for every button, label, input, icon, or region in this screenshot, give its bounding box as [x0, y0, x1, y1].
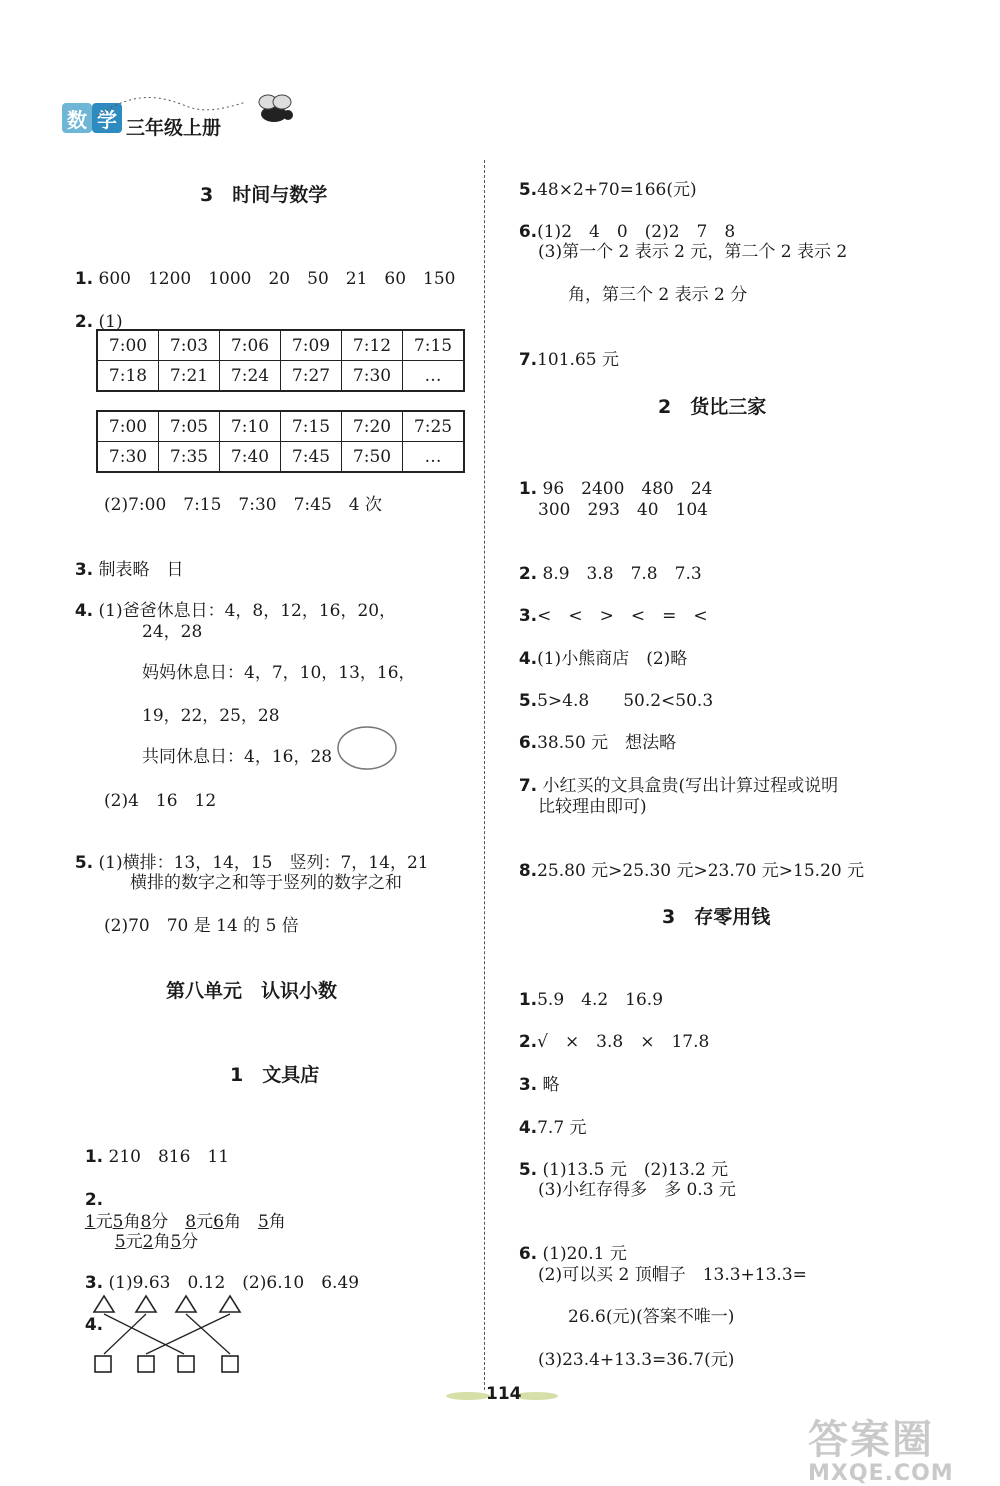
q-num: 5. [518, 691, 538, 711]
q-num: 5. [518, 1160, 538, 1180]
left-q2-part2: (2)7:00 7:15 7:30 7:45 4 次 [104, 495, 383, 515]
q-num: 4. [84, 1315, 104, 1335]
right-t1 [508, 967, 663, 1011]
unit-char: 元 [125, 1232, 143, 1252]
right-s2 [508, 541, 702, 585]
triangle-icon [220, 1296, 240, 1312]
match-line [104, 1314, 146, 1354]
table-cell: 7:50 [342, 442, 403, 473]
q-text: (1)横排：13，14，15 竖列：7，14，21 [98, 853, 429, 873]
square-icon [95, 1356, 111, 1372]
unit-char: 分 [151, 1212, 186, 1232]
right-s7 [508, 753, 838, 797]
unit-char: 元 [95, 1212, 113, 1232]
time-table-1 [96, 329, 465, 392]
left-u1 [74, 1124, 229, 1168]
right-s1 [508, 456, 713, 500]
q-num: 1. [74, 269, 94, 289]
table-cell: 7:09 [281, 330, 342, 361]
page-number-leaf-left [446, 1392, 490, 1400]
triangle-icon [136, 1296, 156, 1312]
table-cell: 7:21 [159, 361, 220, 392]
q-text: (1)爸爸休息日：4，8，12，16，20， [98, 601, 397, 621]
grade-label: 三年级上册 [126, 117, 222, 139]
square-icon [222, 1356, 238, 1372]
section-title-savings: 3 存零用钱 [662, 906, 771, 928]
q-num: 1. [518, 479, 538, 499]
q-text: 96 2400 480 24 [542, 479, 713, 499]
q-text: (1)2 4 0 (2)2 7 8 [537, 222, 736, 242]
q-text: 25.80 元>25.30 元>23.70 元>15.20 元 [537, 861, 865, 881]
table-cell: 7:20 [342, 411, 403, 442]
triangle-icon [94, 1296, 114, 1312]
right-t5-line2: (3)小红存得多 多 0.3 元 [538, 1180, 736, 1200]
q-num: 6. [518, 222, 538, 242]
matching-diagram [90, 1290, 250, 1380]
q-text: 600 1200 1000 20 50 21 60 150 [98, 269, 456, 289]
unit-char: 角 [123, 1212, 141, 1232]
left-q5 [64, 830, 429, 874]
left-q4 [64, 578, 396, 622]
unit-title: 第八单元 认识小数 [166, 980, 338, 1002]
q-text: 38.50 元 想法略 [537, 733, 677, 753]
q-num: 3. [518, 1075, 538, 1095]
q-num: 2. [518, 1032, 538, 1052]
q-num: 5. [518, 180, 538, 200]
q-text: 5.9 4.2 16.9 [537, 990, 664, 1010]
page-number: 114 [486, 1384, 522, 1404]
right-t2 [508, 1009, 709, 1053]
left-q1 [64, 246, 455, 290]
q-text: 48×2+70=166(元) [537, 180, 697, 200]
right-t3 [508, 1052, 560, 1096]
match-line [186, 1314, 230, 1354]
q-text: (1)20.1 元 [542, 1244, 627, 1264]
square-icon [138, 1356, 154, 1372]
logo-char-1: 数 [62, 103, 92, 133]
right-t6-line2: (2)可以买 2 顶帽子 13.3+13.3= [538, 1265, 807, 1285]
q-num: 1. [518, 990, 538, 1010]
right-s4 [508, 626, 687, 670]
watermark-url: MXQE.COM [808, 1461, 954, 1486]
q-text: 8.9 3.8 7.8 7.3 [542, 564, 702, 584]
right-s1-line2: 300 293 40 104 [538, 500, 708, 520]
right-r6 [508, 199, 735, 243]
q-text: < < > < = < [537, 606, 708, 626]
digit-underlined: 6 [213, 1212, 224, 1232]
watermark [808, 1408, 954, 1486]
reviewer-stamp-icon [336, 724, 398, 772]
right-r6-line3: 角，第三个 2 表示 2 分 [568, 285, 748, 305]
q-num: 8. [518, 861, 538, 881]
left-q4-line5: 共同休息日：4，16，28 [142, 747, 333, 767]
table-cell: 7:45 [281, 442, 342, 473]
digit-underlined: 2 [142, 1232, 154, 1252]
table-cell: 7:06 [220, 330, 281, 361]
right-t6 [508, 1221, 627, 1265]
table-cell: 7:30 [342, 361, 403, 392]
logo-char-2: 学 [92, 103, 122, 133]
q-num: 2. [74, 312, 94, 332]
q-text: 小红买的文具盒贵(写出计算过程或说明 [542, 776, 839, 796]
unit-char: 分 [181, 1232, 199, 1252]
table-cell: 7:15 [403, 330, 465, 361]
q-num: 7. [518, 776, 538, 796]
q-num: 3. [518, 606, 538, 626]
digit-underlined: 5 [257, 1212, 269, 1232]
left-q4-line4: 19，22，25，28 [142, 706, 280, 726]
q-num: 7. [518, 350, 538, 370]
q-text: (1) [98, 312, 123, 332]
table-cell: 7:24 [220, 361, 281, 392]
right-s8 [508, 838, 864, 882]
q-num: 5. [74, 853, 94, 873]
right-s6 [508, 710, 676, 754]
q-text: (1)13.5 元 (2)13.2 元 [542, 1160, 729, 1180]
table-cell: 7:10 [220, 411, 281, 442]
right-s5 [508, 668, 713, 712]
left-q4-line2: 24，28 [142, 622, 203, 642]
right-t6-line4: (3)23.4+13.3=36.7(元) [538, 1350, 735, 1370]
unit-char: 元 [196, 1212, 214, 1232]
table-cell: 7:18 [97, 361, 159, 392]
digit-underlined: 5 [170, 1232, 182, 1252]
unit-char: 角 [153, 1232, 171, 1252]
right-r7 [508, 327, 619, 371]
right-t6-line3: 26.6(元)(答案不唯一) [568, 1307, 735, 1327]
column-divider [484, 160, 485, 1390]
table-cell: 7:27 [281, 361, 342, 392]
table-cell: … [403, 442, 465, 473]
q-text: 略 [542, 1075, 560, 1095]
right-s3 [508, 583, 708, 627]
q-num: 4. [74, 601, 94, 621]
section-title-time-math: 3 时间与数学 [200, 184, 328, 206]
watermark-logo-text: 答案圈 [808, 1417, 934, 1463]
table-cell: 7:30 [97, 442, 159, 473]
left-q3 [64, 537, 184, 581]
q-text: (1)小熊商店 (2)略 [537, 649, 688, 669]
section-title-stationery: 1 文具店 [230, 1064, 320, 1086]
q-num: 2. [84, 1190, 104, 1210]
table-cell: 7:03 [159, 330, 220, 361]
q-text: (1)9.63 0.12 (2)6.10 6.49 [108, 1273, 360, 1293]
table-cell: 7:25 [403, 411, 465, 442]
table-cell: 7:00 [97, 411, 159, 442]
table-cell: 7:40 [220, 442, 281, 473]
right-r5 [508, 157, 697, 201]
triangle-icon [176, 1296, 196, 1312]
table-row [97, 361, 464, 392]
table-cell: 7:12 [342, 330, 403, 361]
right-r6-line2: (3)第一个 2 表示 2 元，第二个 2 表示 2 [538, 242, 848, 262]
table-cell: 7:05 [159, 411, 220, 442]
q-num: 4. [518, 649, 538, 669]
left-u2-line2 [104, 1209, 198, 1253]
q-num: 2. [518, 564, 538, 584]
table-row [97, 330, 464, 361]
q-num: 3. [84, 1273, 104, 1293]
table-row [97, 442, 464, 473]
right-t5 [508, 1137, 728, 1181]
right-t4 [508, 1095, 587, 1139]
digit-underlined: 8 [140, 1212, 152, 1232]
left-u3 [74, 1250, 359, 1294]
q-num: 3. [74, 560, 94, 580]
match-line [104, 1314, 184, 1354]
q-text: 制表略 日 [98, 560, 184, 580]
table-row [97, 411, 464, 442]
table-cell: 7:15 [281, 411, 342, 442]
left-q5-line3: (2)70 70 是 14 的 5 倍 [104, 916, 299, 936]
unit-char: 角 [268, 1212, 286, 1232]
q-text: √ × 3.8 × 17.8 [537, 1032, 710, 1052]
q-text: 210 816 11 [108, 1147, 230, 1167]
digit-underlined: 8 [185, 1212, 197, 1232]
square-icon [178, 1356, 194, 1372]
time-table-2 [96, 410, 465, 473]
digit-underlined: 1 [84, 1212, 96, 1232]
digit-underlined: 5 [112, 1212, 124, 1232]
table-cell: … [403, 361, 465, 392]
right-s7-line2: 比较理由即可) [538, 797, 647, 817]
left-q4-part2: (2)4 16 12 [104, 791, 217, 811]
section-title-compare-shops: 2 货比三家 [658, 396, 767, 418]
q-num: 4. [518, 1118, 538, 1138]
left-q4-line3: 妈妈休息日：4，7，10，13，16， [142, 663, 416, 683]
q-num: 6. [518, 733, 538, 753]
q-num: 1. [84, 1147, 104, 1167]
q-num: 6. [518, 1244, 538, 1264]
table-cell: 7:00 [97, 330, 159, 361]
q-text: 7.7 元 [537, 1118, 587, 1138]
left-q2 [64, 289, 123, 333]
left-q5-line2: 横排的数字之和等于竖列的数字之和 [130, 873, 402, 893]
unit-char: 角 [223, 1212, 258, 1232]
match-line [146, 1314, 230, 1354]
q-text: 5>4.8 50.2<50.3 [537, 691, 714, 711]
digit-underlined: 5 [114, 1232, 126, 1252]
q-text: 101.65 元 [537, 350, 619, 370]
table-cell: 7:35 [159, 442, 220, 473]
